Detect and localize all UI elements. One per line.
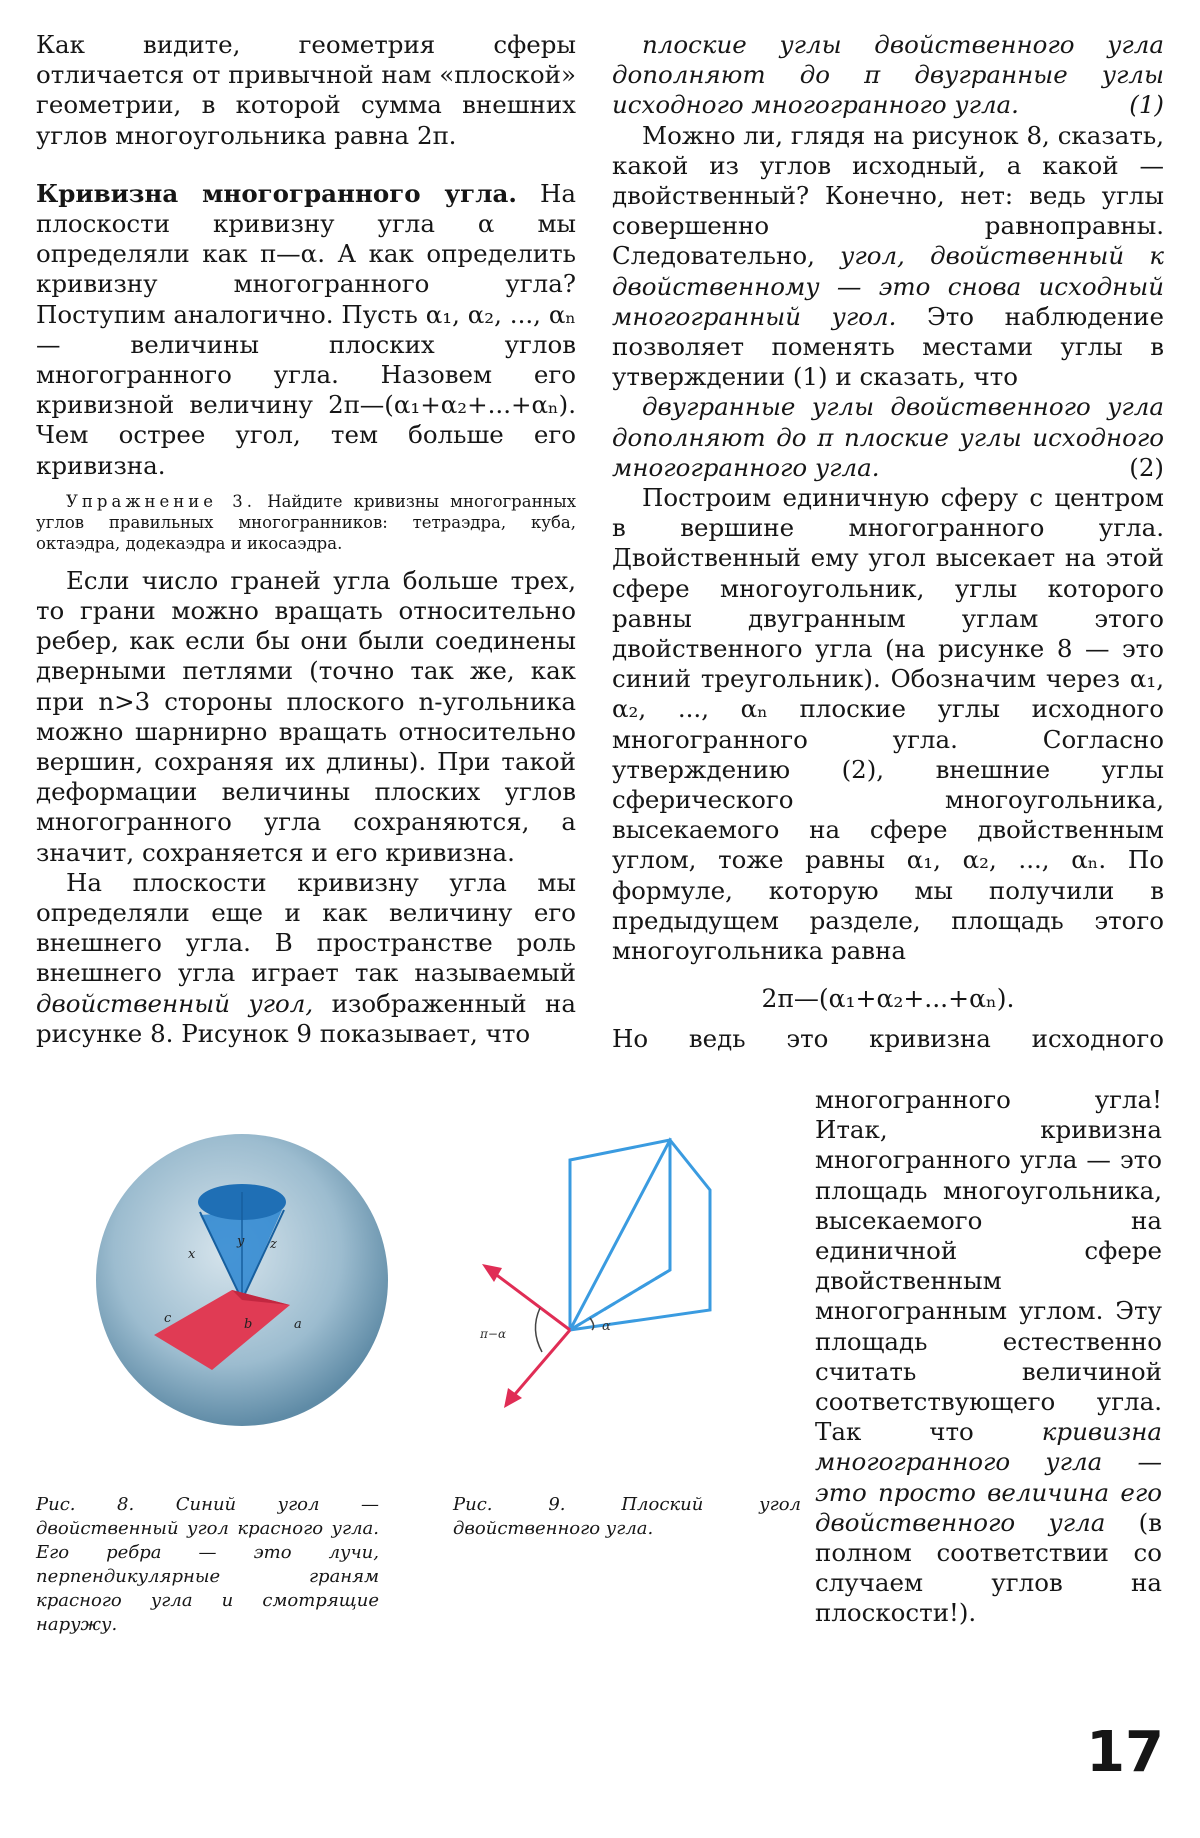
label-z: z (270, 1237, 277, 1252)
statement-1-text: плоские углы двойственного угла дополняют до π двугранные углы исходного многогранного угла. (612, 30, 1164, 120)
exercise-text: Найдите кривизны многогранных углов правильных многогранников: тетраэдра, куба, октаэдра, додекаэдра и икосаэдра. (36, 491, 576, 553)
paragraph-dual-angle-a: На плоскости кривизну угла мы определяли еще и как величину его внешнего угла. В пространстве роль внешнего угла играет так называемый (36, 867, 576, 988)
red-ray-up (490, 1270, 570, 1330)
paragraph-duality-italic: угол, двойственный к двойственному — это снова исходный многогранный угол. (612, 241, 1164, 331)
figure-8 (92, 1130, 392, 1430)
paragraph-unit-sphere: Построим единичную сферу с центром в вершине многогранного угла. Двойственный ему угол высекает на этой сфере многоугольник, углы которого равны двугранным углам этого двойственного угла (на рисунке 8 — это синий треугольник). Обозначим через α₁, α₂, ..., αₙ плоские углы исходного многогранного угла. Согласно утверждению (2), внешние углы сферического многоугольника, высекаемого на сфере двойственным углом, тоже равны α₁, α₂, ..., αₙ. По формуле, которую мы получили в предыдущем разделе, площадь этого многоугольника равна (612, 483, 1164, 966)
curvature-formula: 2π—(α₁+α₂+...+αₙ). (761, 984, 1015, 1014)
statement-2-text: двугранные углы двойственного угла дополняют до π плоские углы исходного многогранного угла. (612, 392, 1164, 482)
paragraph-curvature (36, 179, 576, 481)
statement-1-number: (1) (1129, 90, 1164, 120)
paragraph-deformation: Если число граней угла больше трех, то грани можно вращать относительно ребер, как если бы они были соединены дверными петлями (точно так же, как при n>3 стороны плоского n-угольника можно шарнирно вращать относительно вершин, сохраняя их длины). При такой деформации величины плоских углов многогранного угла сохраняются, а значит, сохраняется и его кривизна. (36, 565, 576, 867)
paragraph-curvature-text: На плоскости кривизну угла α мы определяли как π—α. А как определить кривизну многогранного угла? Поступим аналогично. Пусть α₁, α₂, ..., αₙ — величины плоских углов многогранного угла. Назовем его кривизной величину 2π—(α₁+α₂+...+αₙ). Чем острее угол, тем больше его кривизна. (36, 178, 576, 480)
page-number: 17 (1086, 1720, 1164, 1785)
exercise-3 (36, 491, 576, 554)
left-column (36, 30, 576, 1049)
right-column (612, 30, 1164, 1055)
paragraph-conclusion (815, 1085, 1162, 1629)
label-pi-minus-alpha: π−α (480, 1327, 507, 1341)
paragraph-dual-angle-b: изображенный на рисунке 8. Рисунок 9 показывает, что (36, 988, 576, 1048)
label-y: y (237, 1234, 245, 1249)
statement-2-number: (2) (1129, 452, 1164, 482)
label-alpha: α (602, 1319, 611, 1334)
paragraph-dual-angle (36, 868, 576, 1049)
paragraph-duality (612, 121, 1164, 393)
paragraph-duality-a: Можно ли, глядя на рисунок 8, сказать, какой из углов исходный, а какой — двойственный? Конечно, нет: ведь углы совершенно равноправны. Следовательно, (612, 120, 1164, 271)
conclusion-a: многогранного угла! Итак, кривизна многогранного угла — это площадь многоугольника, высекаемого на единичной сфере двойственным многогранным углом. Эту площадь естественно считать величиной соответствующего угла. Так что (815, 1085, 1162, 1447)
section-heading: Кривизна многогранного угла. (36, 178, 517, 208)
label-a: a (294, 1317, 302, 1332)
angle-arc-pi-alpha (535, 1308, 542, 1352)
blue-plane-back (570, 1140, 710, 1330)
red-ray-down (510, 1330, 570, 1400)
paragraph-conclusion-start: Но ведь это кривизна исходного (612, 1024, 1164, 1054)
figure-8-caption: Рис. 8. Синий угол — двойственный угол красного угла. Его ребра — это лучи, перпендикулярные граням красного угла и смотрящие наружу. (36, 1494, 379, 1635)
statement-2 (612, 392, 1164, 483)
red-arrow-up (482, 1264, 502, 1282)
statement-1 (612, 30, 1164, 121)
conclusion-italic: кривизна многогранного угла — это просто величина его двойственного угла (815, 1417, 1162, 1537)
conclusion-b: (в полном соответствии со случаем углов на плоскости!). (815, 1507, 1163, 1628)
conclusion-wrap (815, 1085, 1162, 1629)
figure-9-caption: Рис. 9. Плоский угол двойственного угла. (453, 1494, 801, 1539)
label-x: x (188, 1247, 196, 1262)
term-dual-angle: двойственный угол, (36, 988, 314, 1018)
figure-9 (460, 1130, 790, 1420)
label-b: b (244, 1317, 253, 1332)
label-c: c (164, 1311, 172, 1326)
exercise-label: Упражнение 3. (66, 491, 256, 511)
paragraph-duality-b: Это наблюдение позволяет поменять местами углы в утверждении (1) и сказать, что (612, 301, 1164, 392)
paragraph-sphere-geometry: Как видите, геометрия сферы отличается от привычной нам «плоской» геометрии, в которой сумма внешних углов многоугольника равна 2π. (36, 30, 576, 150)
